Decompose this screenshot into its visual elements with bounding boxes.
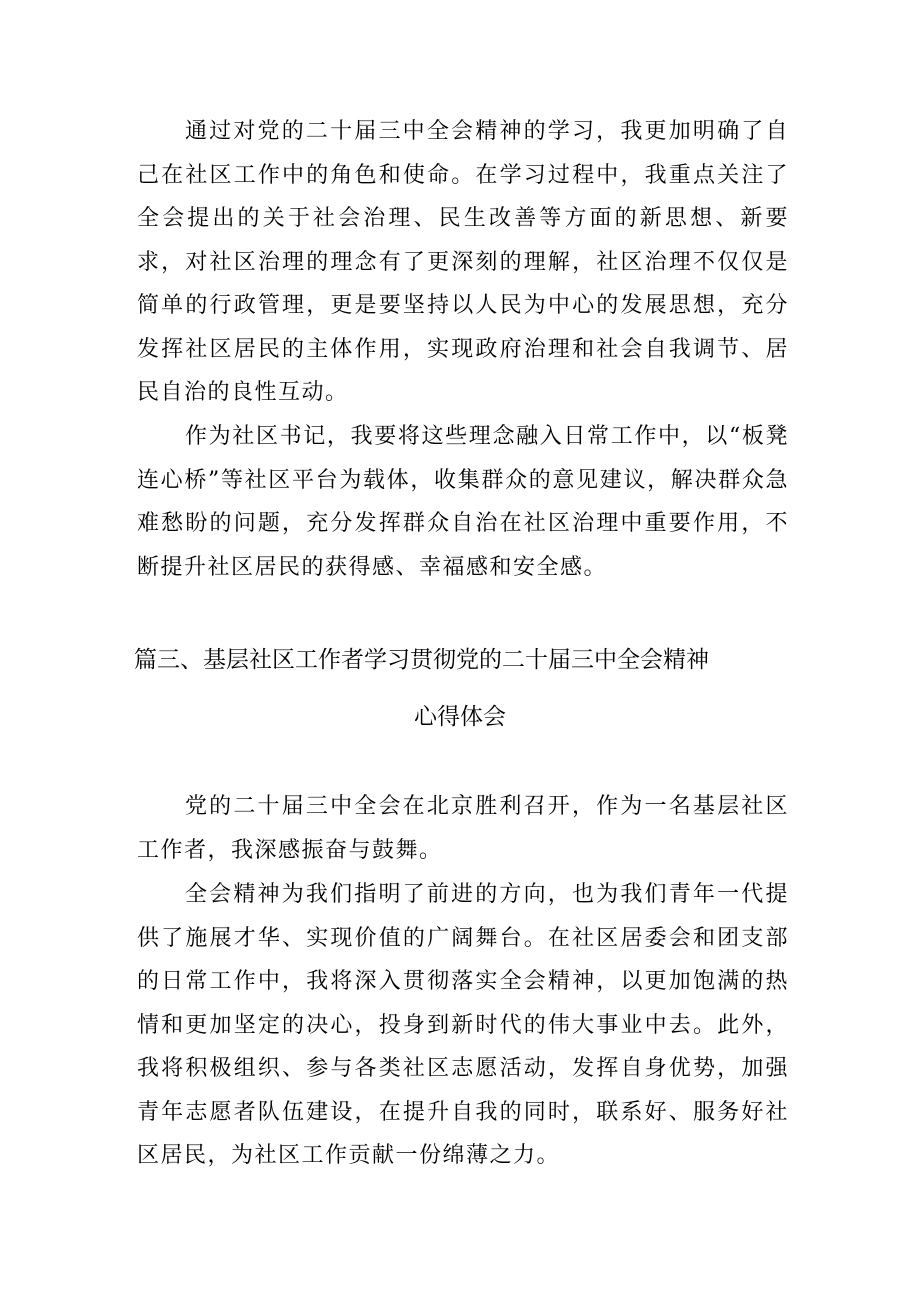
body-paragraph: 全会精神为我们指明了前进的方向，也为我们青年一代提供了施展才华、实现价值的广阔舞台。在社区居委会和团支部的日常工作中，我将深入贯彻落实全会精神，以更加饱满的热情和更加坚定的决心，投身到新时代的伟大事业中去。此外，我将积极组织、参与各类社区志愿活动，发挥自身优势，加强青年志愿者队伍建设，在提升自我的同时，联系好、服务好社区居民，为社区工作贡献一份绵薄之力。 — [137, 882, 789, 1168]
section-title: 篇三、基层社区工作者学习贯彻党的二十届三中全会精神 — [134, 647, 709, 673]
section-title-continued: 心得体会 — [414, 704, 506, 730]
body-paragraph: 党的二十届三中全会在北京胜利召开，作为一名基层社区工作者，我深感振奋与鼓舞。 — [137, 794, 789, 863]
body-paragraph: 作为社区书记，我要将这些理念融入日常工作中，以“板凳连心桥”等社区平台为载体，收集群众的意见建议，解决群众急难愁盼的问题，充分发挥群众自治在社区治理中重要作用，不断提升社区居民的获得感、幸福感和安全感。 — [137, 424, 789, 580]
body-paragraph: 通过对党的二十届三中全会精神的学习，我更加明确了自己在社区工作中的角色和使命。在学习过程中，我重点关注了全会提出的关于社会治理、民生改善等方面的新思想、新要求，对社区治理的理念有了更深刻的理解，社区治理不仅仅是简单的行政管理，更是要坚持以人民为中心的发展思想，充分发挥社区居民的主体作用，实现政府治理和社会自我调节、居民自治的良性互动。 — [137, 119, 789, 405]
